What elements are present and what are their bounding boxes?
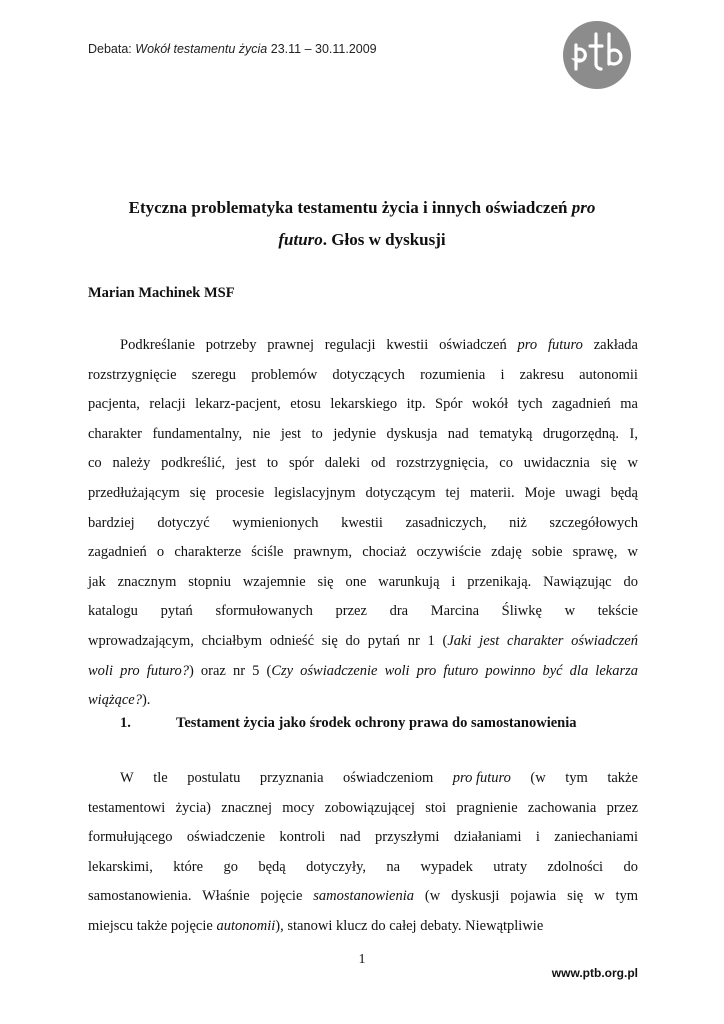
text-run: tym [565, 770, 588, 786]
text-run: sformułowanych [215, 603, 313, 620]
section-number: 1. [120, 715, 131, 731]
text-run: lekarskimi, [88, 858, 153, 875]
text-run: ) oraz nr 5 ( [188, 662, 272, 679]
text-run: problemów [251, 366, 318, 383]
text-line [88, 449, 638, 479]
text-run: także [607, 770, 638, 786]
header-dates: 23.11 – 30.11.2009 [270, 42, 377, 56]
text-line [88, 686, 638, 716]
text-line [88, 657, 638, 687]
italic-text: pro futuro [452, 770, 511, 786]
text-run: (w [530, 770, 546, 786]
text-run: i [500, 366, 505, 383]
text-line [88, 568, 638, 598]
text-run: kwestii [341, 514, 383, 531]
text-run: W [120, 770, 134, 786]
text-line [88, 361, 638, 391]
text-run: na [386, 858, 401, 875]
italic-text: Jaki jest charakter oświadczeń [447, 632, 638, 649]
text-run: do [623, 858, 638, 875]
text-run: ), stanowi klucz do całej debaty. Niewątpliwie [275, 917, 544, 934]
text-run: samostanowienia. Właśnie pojęcie [88, 888, 303, 905]
page-number: 1 [358, 952, 366, 967]
text-line [88, 479, 638, 509]
text-run: dra [389, 603, 409, 620]
paragraph-2 [88, 764, 638, 942]
text-run: w [564, 603, 576, 620]
title-italic-pro: pro [571, 198, 596, 217]
title-part1: Etyczna problematyka testamentu życia i innych oświadczeń [128, 198, 568, 217]
ptb-logo [562, 20, 632, 90]
text-line [88, 420, 638, 450]
text-run: charakter fundamentalny, nie jest to jedynie dyskusja nad tematyką drugorzędną. I, [88, 425, 638, 442]
text-run: go [223, 858, 238, 875]
text-run: miejscu także pojęcie [88, 917, 213, 934]
italic-text: Czy oświadczenie woli pro futuro powinno być dla lekarza [271, 662, 638, 679]
text-run: dotyczyły, [306, 858, 367, 875]
title-italic-futuro: futuro [278, 230, 323, 249]
text-run: pytań [160, 603, 193, 620]
text-run: wprowadzającym, chciałbym odnieść się do pytań nr 1 ( [88, 632, 448, 649]
text-run: katalogu [88, 603, 138, 620]
text-line [88, 331, 638, 361]
text-run: szeregu [191, 366, 237, 383]
text-run: autonomii [579, 366, 638, 383]
text-run: tle [153, 770, 168, 786]
text-run: zdolności [547, 858, 604, 875]
text-run: Podkreślanie potrzeby prawnej regulacji kwestii oświadczeń [120, 337, 507, 353]
text-run: przyznania [259, 770, 324, 786]
text-run: pacjenta, relacji lekarz-pacjent, etosu lekarskiego itp. Spór wokół tych zagadnień ma [88, 396, 638, 413]
title-part2: . Głos w dyskusji [322, 230, 446, 249]
text-run: ). [141, 692, 151, 709]
italic-text: autonomii [216, 917, 276, 934]
text-run: (w dyskusji pojawia się w tym [424, 888, 638, 905]
text-line [88, 509, 638, 539]
text-line [88, 794, 638, 824]
text-run: formułującego oświadczenie kontroli nad przyszłymi działaniami i zaniechaniami [88, 829, 638, 846]
text-run: dotyczyć [157, 514, 210, 531]
text-run: wypadek [420, 858, 473, 875]
text-run: będą [258, 858, 286, 875]
author-name: Marian Machinek MSF [88, 285, 235, 301]
text-run: zakłada [593, 337, 638, 353]
text-line [88, 627, 638, 657]
text-run: rozumienia [420, 366, 486, 383]
text-run: tekście [597, 603, 638, 620]
text-run: oświadczeniom [343, 770, 434, 786]
text-line [88, 597, 638, 627]
header-prefix: Debata: [88, 42, 132, 56]
footer-url: www.ptb.org.pl [551, 966, 638, 980]
italic-text: samostanowienia [313, 888, 414, 905]
italic-text: woli pro futuro? [88, 662, 189, 679]
text-line [88, 882, 638, 912]
text-line [88, 538, 638, 568]
section-title: Testament życia jako środek ochrony prawa do samostanowienia [176, 715, 577, 731]
text-run: wymienionych [232, 514, 319, 531]
text-run: zagadnień o charakterze ściśle prawnym, chociaż oczywiście zdaję sobie sprawę, w [88, 544, 638, 561]
text-run: szczegółowych [549, 514, 638, 531]
text-run: utraty [493, 858, 528, 875]
text-line [88, 764, 638, 794]
text-run: rozstrzygnięcie [88, 366, 177, 383]
text-run: zakresu [519, 366, 564, 383]
text-run: Marcina [430, 603, 480, 620]
text-run: zasadniczych, [405, 514, 487, 531]
text-line [88, 823, 638, 853]
text-run: postulatu [187, 770, 241, 786]
text-run: Śliwkę [501, 603, 542, 620]
text-run: przez [335, 603, 367, 620]
text-run: co należy podkreślić, jest to spór daleki od rozstrzygnięcia, co uwidacznia się w [88, 455, 638, 472]
text-run: testamentowi życia) znacznej mocy zobowiązującej stoi pragnienie zachowania przez [88, 799, 638, 816]
text-line [88, 853, 638, 883]
text-run: które [173, 858, 204, 875]
paragraph-1 [88, 331, 638, 716]
document-header [88, 42, 377, 56]
italic-text: wiążące? [88, 692, 142, 709]
section-heading [120, 715, 577, 732]
text-run: przedłużającym się procesie legislacyjnym dotyczącym tej materii. Moje uwagi będą [88, 484, 638, 501]
text-run: dotyczących [332, 366, 405, 383]
text-run: niż [509, 514, 527, 531]
text-run: jak znacznym stopniu wzajemnie się one warunkują i przenikają. Nawiązując do [88, 573, 638, 590]
text-line [88, 912, 638, 942]
text-line [88, 390, 638, 420]
document-title [88, 192, 636, 256]
text-run: bardziej [88, 514, 135, 531]
italic-text: pro futuro [517, 337, 583, 353]
header-topic: Wokół testamentu życia [135, 42, 268, 56]
